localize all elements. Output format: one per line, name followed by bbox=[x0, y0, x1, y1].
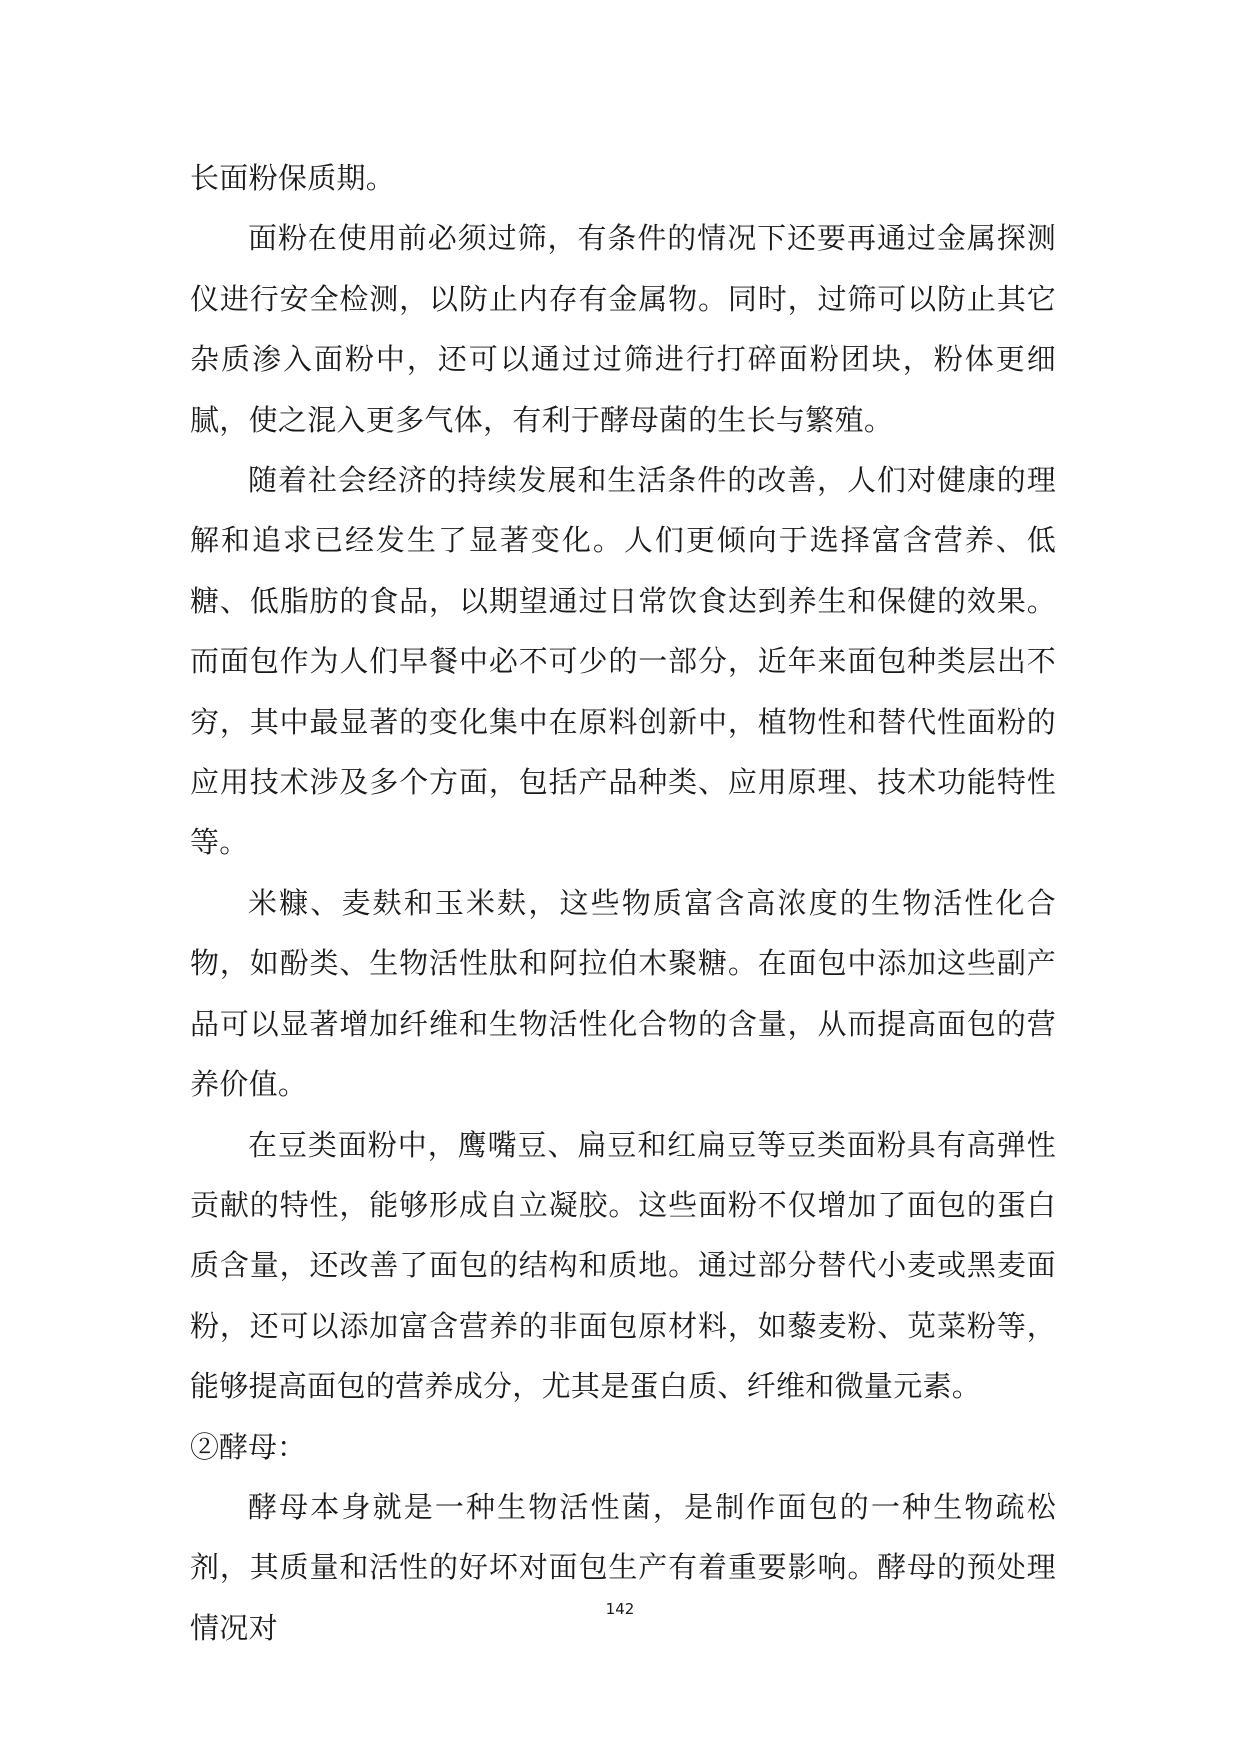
paragraph-health-trends: 随着社会经济的持续发展和生活条件的改善，人们对健康的理解和追求已经发生了显著变化。人们更倾向于选择富含营养、低糖、低脂肪的食品，以期望通过日常饮食达到养生和保健的效果。而面包作为人们早餐中必不可少的一部分，近年来面包种类层出不穷，其中最显著的变化集中在原料创新中，植物性和替代性面粉的应用技术涉及多个方面，包括产品种类、应用原理、技术功能特性等。 bbox=[190, 463, 1056, 860]
page-number: 142 bbox=[605, 1600, 635, 1618]
paragraph-yeast: 酵母本身就是一种生物活性菌，是制作面包的一种生物疏松剂，其质量和活性的好坏对面包生产有着重要影响。酵母的预处理情况对 bbox=[190, 1489, 1056, 1645]
body-text bbox=[190, 148, 1056, 1658]
paragraph-continuation: 长面粉保质期。 bbox=[190, 161, 396, 195]
paragraph-legume-flour: 在豆类面粉中，鹰嘴豆、扁豆和红扁豆等豆类面粉具有高弹性贡献的特性，能够形成自立凝胶。这些面粉不仅增加了面包的蛋白质含量，还改善了面包的结构和质地。通过部分替代小麦或黑麦面粉，还可以添加富含营养的非面包原材料，如藜麦粉、苋菜粉等，能够提高面包的营养成分，尤其是蛋白质、纤维和微量元素。 bbox=[190, 1127, 1056, 1404]
section-heading-yeast: ②酵母： bbox=[190, 1429, 307, 1464]
paragraph-bran-byproducts: 米糠、麦麸和玉米麸，这些物质富含高浓度的生物活性化合物，如酚类、生物活性肽和阿拉伯木聚糖。在面包中添加这些副产品可以显著增加纤维和生物活性化合物的含量，从而提高面包的营养价值。 bbox=[190, 885, 1056, 1102]
paragraph-flour-sieving: 面粉在使用前必须过筛，有条件的情况下还要再通过金属探测仪进行安全检测，以防止内存有金属物。同时，过筛可以防止其它杂质渗入面粉中，还可以通过过筛进行打碎面粉团块，粉体更细腻，使之混入更多气体，有利于酵母菌的生长与繁殖。 bbox=[190, 221, 1056, 437]
